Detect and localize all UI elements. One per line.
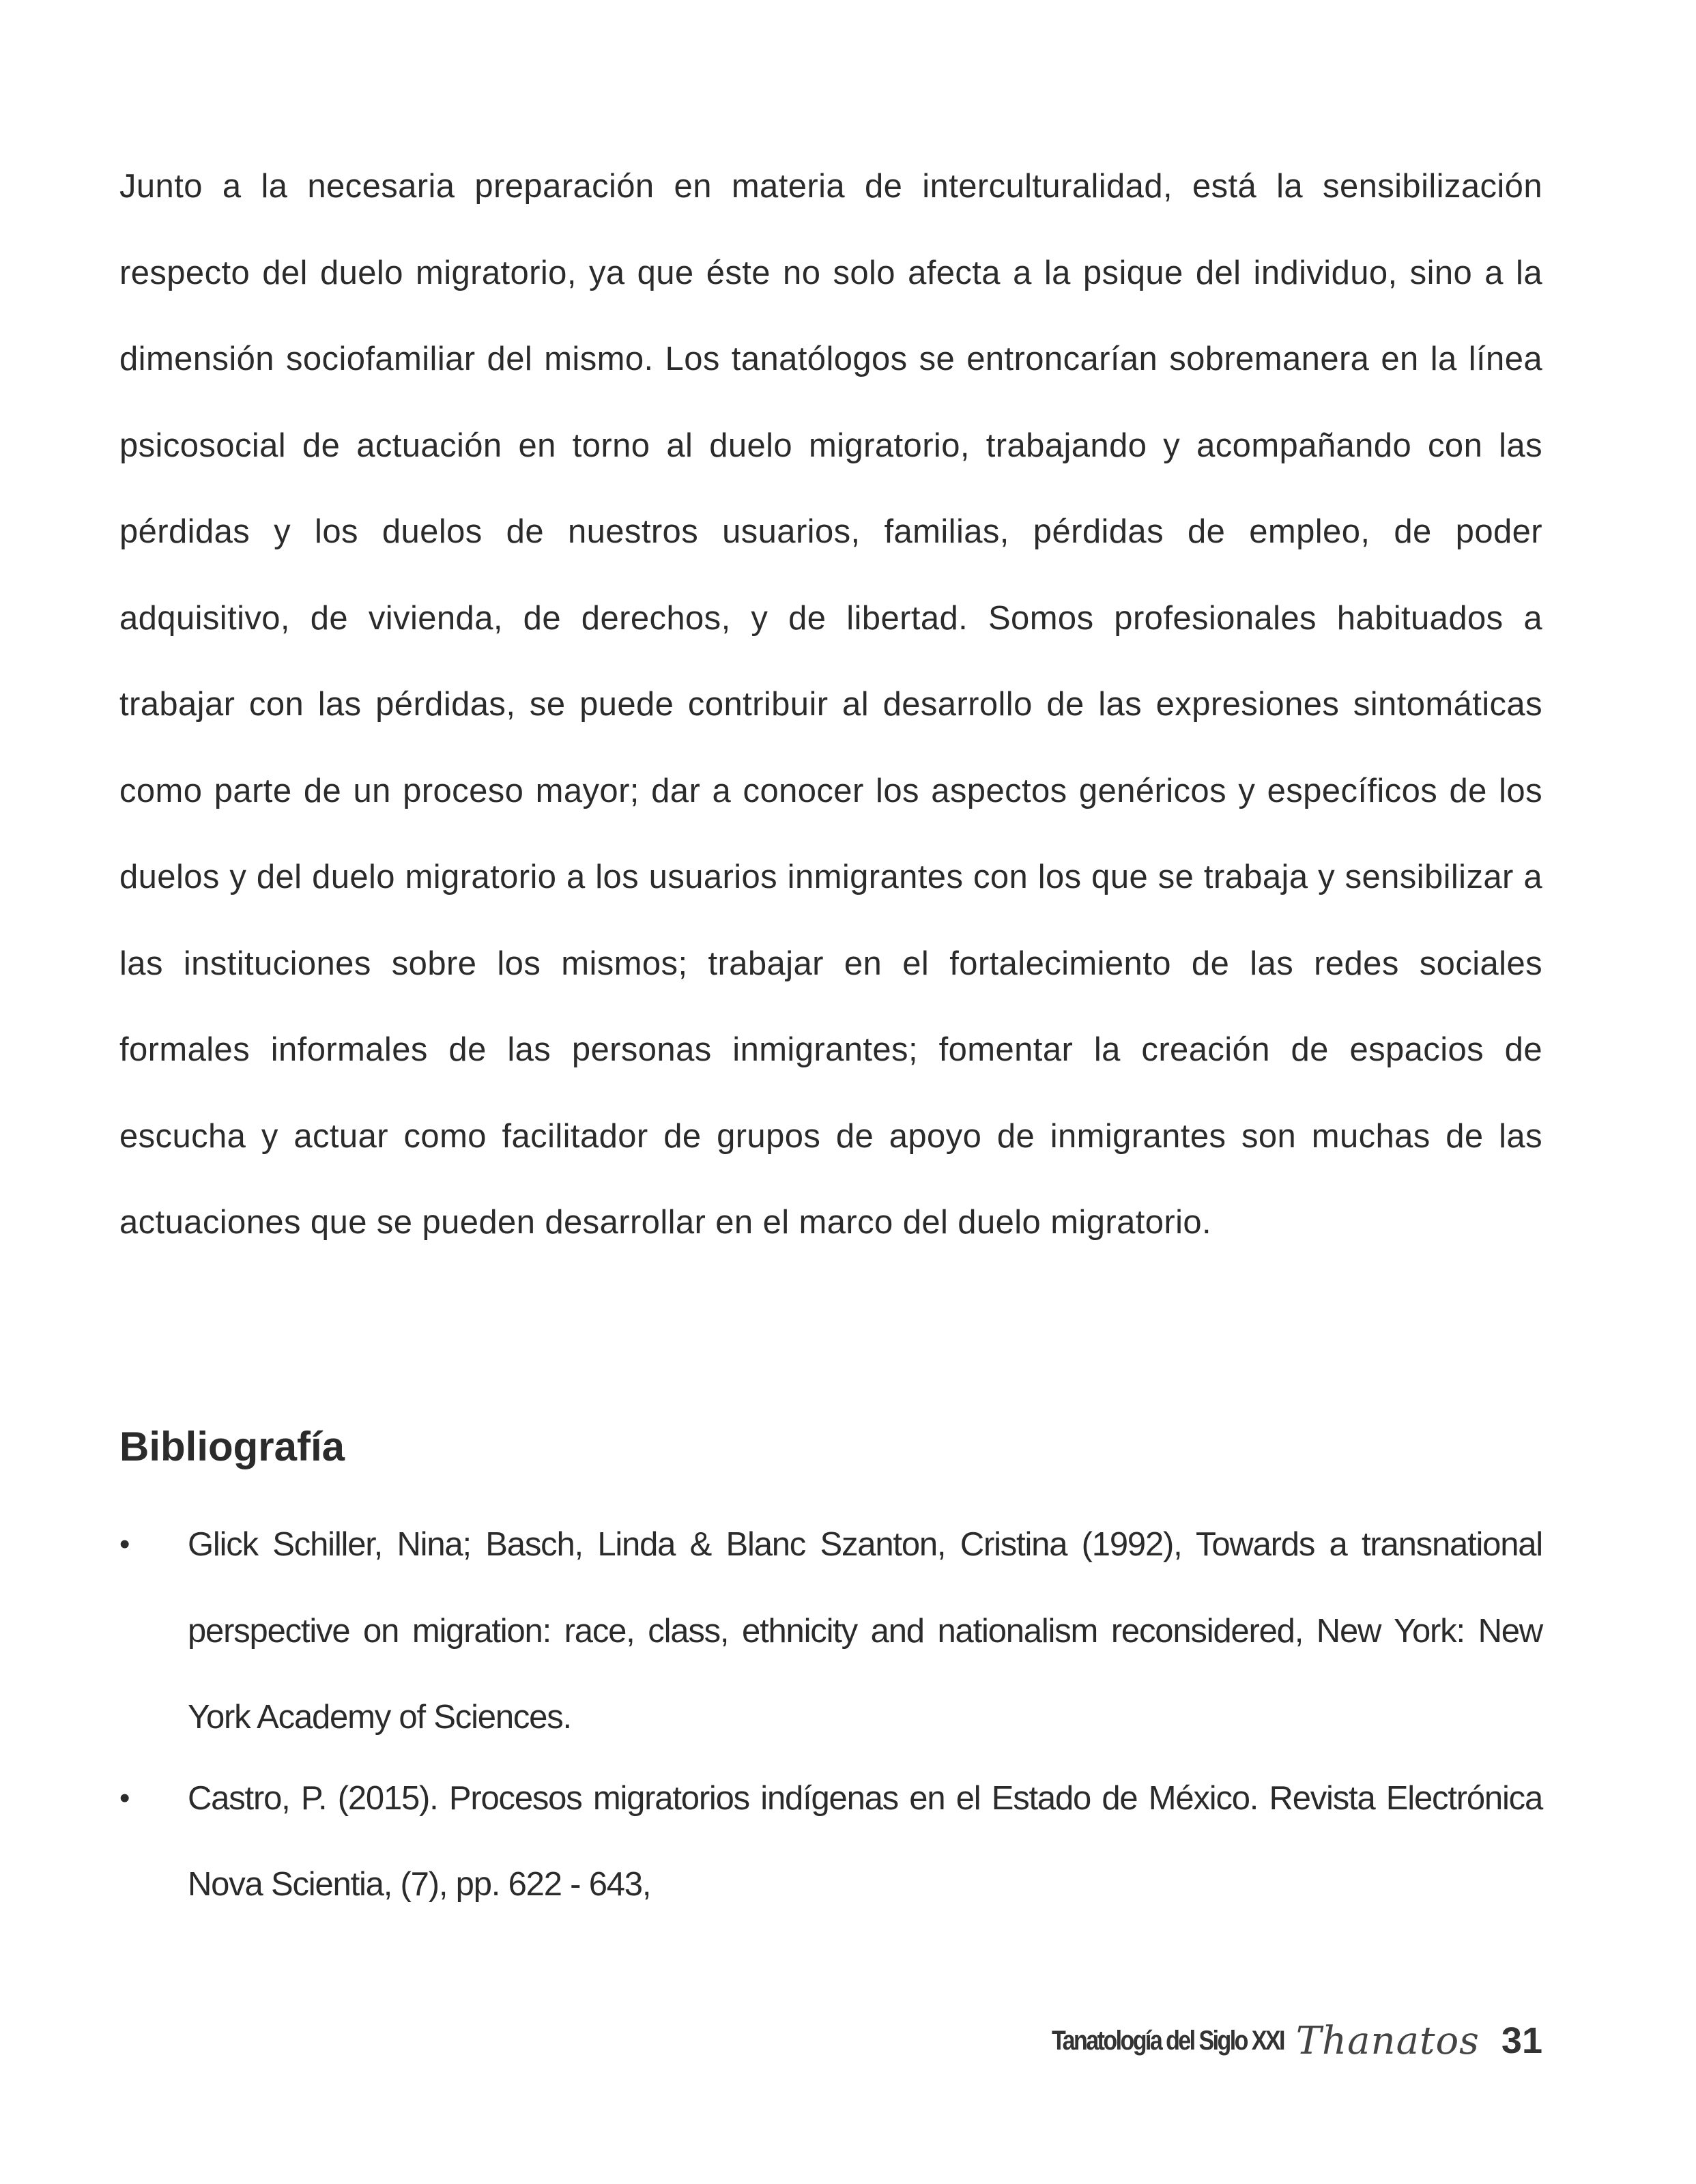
bullet-icon: •: [119, 1527, 130, 1561]
journal-name: Tanatología del Siglo XXI: [1051, 2025, 1284, 2056]
bibliography-item-text: Castro, P. (2015). Procesos migratorios indígenas en el Estado de México. Revista Electrónica Nova Scientia, (7), pp. 622 - 643,: [188, 1779, 1542, 1903]
bibliography-heading: Bibliografía: [119, 1424, 345, 1469]
page-footer: [1011, 2013, 1542, 2068]
bibliography-list: [119, 1502, 1542, 1923]
bibliography-item: [119, 1502, 1542, 1761]
bullet-icon: •: [119, 1781, 130, 1815]
body-paragraph: Junto a la necesaria preparación en materia de interculturalidad, está la sensibilización respecto del duelo migratorio, ya que éste no solo afecta a la psique del individuo, sino a la dimensión sociofamiliar del mismo. Los tanatólogos se entroncarían sobremanera en la línea psicosocial de actuación en torno al duelo migratorio, trabajando y acompañando con las pérdidas y los duelos de nuestros usuarios, familias, pérdidas de empleo, de poder adquisitivo, de vivienda, de derechos, y de libertad. Somos profesionales habituados a trabajar con las pérdidas, se puede contribuir al desarrollo de las expresiones sintomáticas como parte de un proceso mayor; dar a conocer los aspectos genéricos y específicos de los duelos y del duelo migratorio a los usuarios inmigrantes con los que se trabaja y sensibilizar a las instituciones sobre los mismos; trabajar en el fortalecimiento de las redes sociales formales informales de las personas inmigrantes; fomentar la creación de espacios de escucha y actuar como facilitador de grupos de apoyo de inmigrantes son muchas de las actuaciones que se pueden desarrollar en el marco del duelo migratorio.: [119, 168, 1542, 1241]
thanatos-logo: Thanatos: [1295, 2018, 1480, 2063]
page-number: 31: [1501, 2020, 1542, 2061]
bibliography-item: [119, 1755, 1542, 1928]
bibliography-item-text: Glick Schiller, Nina; Basch, Linda & Blanc Szanton, Cristina (1992), Towards a transnational perspective on migration: race, class, ethnicity and nationalism reconsidered, New York: New York Academy of Sciences.: [188, 1526, 1542, 1736]
